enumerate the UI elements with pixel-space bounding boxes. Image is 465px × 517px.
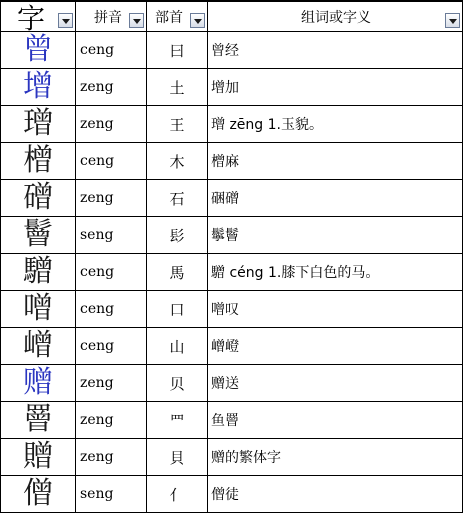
meaning-cell[interactable] [208, 106, 463, 142]
pinyin: seng [80, 227, 114, 243]
table-row [0, 143, 463, 180]
char: 罾 [23, 402, 53, 437]
meaning: 硱磳 [211, 191, 239, 207]
pinyin-cell[interactable] [76, 291, 147, 327]
pinyin: ceng [80, 301, 115, 317]
table-row [0, 328, 463, 365]
pinyin: ceng [80, 338, 115, 354]
pinyin-cell[interactable] [76, 402, 147, 438]
pinyin-cell[interactable] [76, 328, 147, 364]
header-radical-label: 部首 [155, 9, 183, 26]
table-row [0, 439, 463, 476]
radical: 貝 [169, 448, 185, 467]
pinyin: zeng [80, 79, 114, 95]
char: 璔 [23, 106, 53, 141]
meaning: 嶒嶝 [211, 339, 239, 355]
radical-cell[interactable] [147, 402, 208, 438]
table-row [0, 106, 463, 143]
char: 磳 [23, 180, 53, 215]
char: 赠 [23, 365, 53, 400]
radical: 髟 [169, 226, 185, 245]
char-cell[interactable] [0, 476, 76, 512]
radical-cell[interactable] [147, 180, 208, 216]
radical: 石 [169, 189, 185, 208]
radical-cell[interactable] [147, 476, 208, 512]
meaning: 鱼罾 [211, 413, 239, 429]
char: 噌 [23, 291, 53, 326]
meaning-cell[interactable] [208, 254, 463, 290]
table-row [0, 402, 463, 439]
pinyin: ceng [80, 264, 115, 280]
meaning: 鬡鬙 [211, 228, 239, 244]
char: 贈 [23, 439, 53, 474]
radical-cell[interactable] [147, 69, 208, 105]
char-cell[interactable] [0, 180, 76, 216]
pinyin: zeng [80, 375, 114, 391]
char-cell[interactable] [0, 217, 76, 253]
char: 曾 [23, 32, 53, 67]
radical: 土 [169, 78, 185, 97]
meaning: 赠的繁体字 [211, 450, 281, 466]
dropdown-arrow-icon[interactable] [58, 13, 73, 28]
pinyin: ceng [80, 42, 115, 58]
char: 鬙 [23, 217, 53, 252]
char-cell[interactable] [0, 143, 76, 179]
radical: 口 [169, 300, 185, 319]
radical: 罒 [169, 411, 185, 430]
meaning-cell[interactable] [208, 217, 463, 253]
meaning: 曾经 [211, 43, 239, 59]
dropdown-arrow-icon[interactable] [445, 13, 460, 28]
radical: 贝 [169, 374, 185, 393]
char-cell[interactable] [0, 402, 76, 438]
char: 僧 [23, 476, 53, 511]
radical: 木 [169, 152, 185, 171]
radical-cell[interactable] [147, 254, 208, 290]
pinyin: zeng [80, 190, 114, 206]
meaning-cell[interactable] [208, 328, 463, 364]
meaning-cell[interactable] [208, 476, 463, 512]
pinyin-cell[interactable] [76, 439, 147, 475]
radical-cell[interactable] [147, 291, 208, 327]
meaning: 僧徒 [211, 487, 239, 503]
char-cell[interactable] [0, 328, 76, 364]
radical-cell[interactable] [147, 328, 208, 364]
pinyin-cell[interactable] [76, 365, 147, 401]
pinyin-cell[interactable] [76, 217, 147, 253]
char-cell[interactable] [0, 106, 76, 142]
radical: 曰 [169, 41, 185, 60]
header-char-cell[interactable] [0, 2, 76, 31]
header-row [0, 0, 463, 32]
header-radical-cell[interactable] [147, 2, 208, 31]
table-row [0, 476, 463, 513]
header-meaning-cell[interactable] [208, 2, 463, 31]
char-cell[interactable] [0, 69, 76, 105]
meaning: 噌叹 [211, 302, 239, 318]
pinyin-cell[interactable] [76, 476, 147, 512]
radical: 亻 [169, 485, 185, 504]
pinyin: seng [80, 486, 114, 502]
table-row [0, 291, 463, 328]
meaning: 赠送 [211, 376, 239, 392]
dropdown-arrow-icon[interactable] [190, 13, 205, 28]
meaning-cell[interactable] [208, 291, 463, 327]
meaning-cell[interactable] [208, 69, 463, 105]
pinyin-cell[interactable] [76, 32, 147, 68]
table-row [0, 32, 463, 69]
char: 嶒 [23, 328, 53, 363]
pinyin-cell[interactable] [76, 106, 147, 142]
header-pinyin-label: 拼音 [94, 9, 122, 26]
header-meaning-label: 组词或字义 [301, 9, 371, 26]
meaning-cell[interactable] [208, 180, 463, 216]
header-char-label: 字 [16, 2, 45, 31]
radical: 王 [169, 115, 185, 134]
pinyin-cell[interactable] [76, 143, 147, 179]
meaning: 驓 céng 1.膝下白色的马。 [211, 265, 380, 281]
radical: 山 [169, 337, 185, 356]
meaning-cell[interactable] [208, 439, 463, 475]
pinyin: zeng [80, 412, 114, 428]
meaning-cell[interactable] [208, 32, 463, 68]
meaning: 增加 [211, 80, 239, 96]
meaning-cell[interactable] [208, 402, 463, 438]
meaning: 璔 zēng 1.玉貌。 [211, 117, 323, 133]
radical-cell[interactable] [147, 143, 208, 179]
meaning-cell[interactable] [208, 143, 463, 179]
dropdown-arrow-icon[interactable] [129, 13, 144, 28]
radical-cell[interactable] [147, 217, 208, 253]
char: 橧 [23, 143, 53, 178]
radical: 馬 [169, 263, 185, 282]
char: 驓 [23, 254, 53, 289]
header-pinyin-cell[interactable] [76, 2, 147, 31]
meaning: 橧麻 [211, 154, 239, 170]
char-cell[interactable] [0, 32, 76, 68]
char-cell[interactable] [0, 365, 76, 401]
radical-cell[interactable] [147, 365, 208, 401]
pinyin-cell[interactable] [76, 69, 147, 105]
pinyin: zeng [80, 449, 114, 465]
table-row [0, 69, 463, 106]
pinyin-cell[interactable] [76, 180, 147, 216]
table-row [0, 365, 463, 402]
table-row [0, 180, 463, 217]
radical-cell[interactable] [147, 106, 208, 142]
table-row [0, 254, 463, 291]
char-cell[interactable] [0, 439, 76, 475]
meaning-cell[interactable] [208, 365, 463, 401]
char-cell[interactable] [0, 254, 76, 290]
pinyin: ceng [80, 153, 115, 169]
pinyin-cell[interactable] [76, 254, 147, 290]
radical-cell[interactable] [147, 439, 208, 475]
char: 增 [23, 69, 53, 104]
char-cell[interactable] [0, 291, 76, 327]
radical-cell[interactable] [147, 32, 208, 68]
pinyin: zeng [80, 116, 114, 132]
table-row [0, 217, 463, 254]
